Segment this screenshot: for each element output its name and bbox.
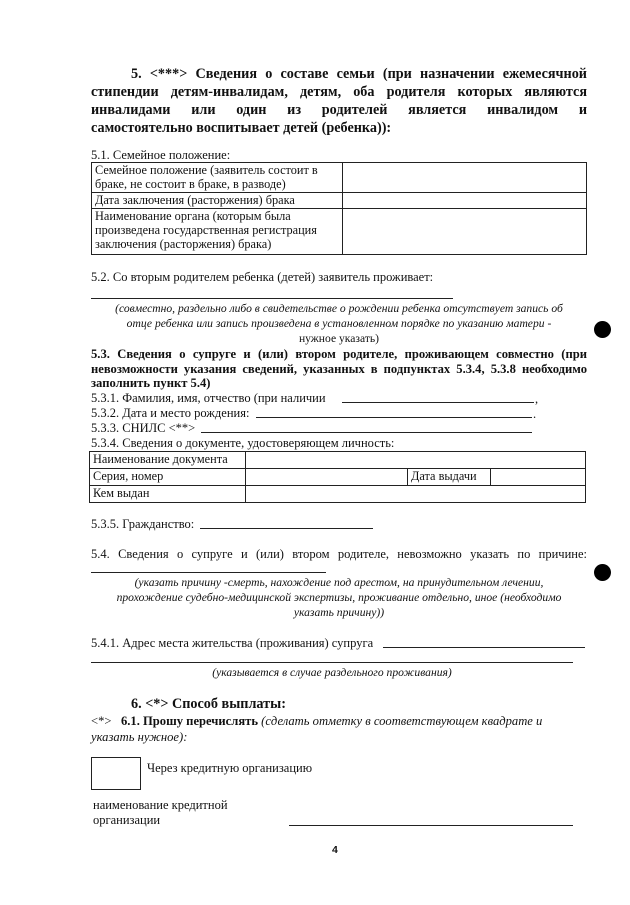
section5-heading-line1: 5. <***> Сведения о составе семьи (при назначении ежемесячной bbox=[131, 66, 587, 82]
doc-series-label bbox=[90, 469, 246, 486]
f531-label: 5.3.1. Фамилия, имя, отчество (при наличии bbox=[91, 391, 326, 405]
fullname-field[interactable] bbox=[342, 402, 534, 403]
s53-heading-line1: 5.3. Сведения о супруге и (или) втором родителе, проживающем совместно (при bbox=[91, 347, 587, 361]
doc-series-label-text: Серия, номер bbox=[93, 469, 164, 483]
p61-prefix: <*> bbox=[91, 714, 112, 728]
birth-date-place-field[interactable] bbox=[256, 417, 532, 418]
credit-org-checkbox[interactable] bbox=[91, 757, 141, 790]
punch-hole-icon bbox=[594, 564, 611, 581]
doc-name-label bbox=[90, 452, 246, 469]
s51-label: 5.1. Семейное положение: bbox=[91, 148, 231, 162]
spouse-address-field-line2[interactable] bbox=[91, 662, 573, 663]
s54-label: 5.4. Сведения о супруге и (или) втором родителе, невозможно указать по причине: bbox=[91, 547, 587, 561]
s52-note-line1: (совместно, раздельно либо в свидетельстве о рождении ребенка отсутствует запись об bbox=[115, 302, 563, 315]
section5-heading-line4: самостоятельно воспитывает детей (ребенка)): bbox=[91, 120, 392, 136]
identity-document-table bbox=[89, 451, 586, 503]
s52-label: 5.2. Со вторым родителем ребенка (детей) заявитель проживает: bbox=[91, 270, 434, 284]
marital-status-label bbox=[92, 163, 343, 193]
registry-office-label-line1: Наименование органа (которым была bbox=[95, 209, 291, 223]
f532-label: 5.3.2. Дата и место рождения: bbox=[91, 406, 250, 420]
section5-heading-line2: стипендии детям-инвалидам, детям, оба родителя которых являются bbox=[91, 84, 587, 100]
s53-heading-line3: заполнить пункт 5.4) bbox=[91, 376, 211, 390]
registry-office-value[interactable] bbox=[343, 209, 587, 255]
marriage-date-value[interactable] bbox=[343, 193, 587, 209]
marriage-date-label bbox=[92, 193, 343, 209]
s52-note bbox=[86, 301, 592, 346]
f533-label: 5.3.3. СНИЛС <**> bbox=[91, 421, 196, 435]
p61-paragraph bbox=[91, 713, 587, 729]
snils-field[interactable] bbox=[201, 432, 532, 433]
marital-status-value[interactable] bbox=[343, 163, 587, 193]
reason-field[interactable] bbox=[91, 572, 326, 573]
registry-office-label-line2: произведена государственная регистрация bbox=[95, 223, 317, 237]
section5-heading bbox=[91, 65, 587, 137]
spouse-address-field[interactable] bbox=[383, 647, 585, 648]
section5-heading-line3: инвалидами или один из родителей является инвалидом и bbox=[91, 102, 587, 118]
s54-note bbox=[86, 575, 592, 620]
s54-note-line1: (указать причину -смерть, нахождение под арестом, на принудительном лечении, bbox=[134, 576, 544, 589]
page-number: 4 bbox=[332, 844, 338, 856]
doc-date-label bbox=[408, 469, 491, 486]
f531-comma: , bbox=[535, 392, 539, 406]
doc-date-value[interactable] bbox=[491, 469, 586, 486]
s53-heading-line2: невозможности указания сведений, указанных в подпунктах 5.3.4, 5.3.8 необходимо bbox=[91, 361, 587, 376]
marital-status-label-line1: Семейное положение (заявитель состоит в bbox=[95, 163, 318, 177]
doc-name-label-text: Наименование документа bbox=[93, 452, 228, 466]
citizenship-field[interactable] bbox=[200, 528, 373, 529]
marital-status-table bbox=[91, 162, 587, 255]
f534-label: 5.3.4. Сведения о документе, удостоверяющем личность: bbox=[91, 436, 395, 450]
p61-bold: 6.1. Прошу перечислять bbox=[120, 714, 258, 728]
bank-name-field[interactable] bbox=[289, 825, 573, 826]
bank-label-line2: организации bbox=[93, 813, 161, 827]
doc-issued-label-text: Кем выдан bbox=[93, 486, 150, 500]
bank-label-line1: наименование кредитной bbox=[93, 798, 228, 812]
registry-office-label-line3: заключения (расторжения) брака) bbox=[95, 237, 272, 251]
doc-date-label-text: Дата выдачи bbox=[411, 469, 477, 483]
s52-note-line3: нужное указать) bbox=[298, 332, 380, 345]
cohabitation-field[interactable] bbox=[91, 298, 453, 299]
marital-status-label-line2: браке, не состоит в браке, в разводе) bbox=[95, 177, 286, 191]
s54-note-line2: прохождение судебно-медицинской экспертизы, проживание отдельно, иное (необходимо bbox=[116, 591, 562, 604]
s52-note-line2: отце ребенка или запись произведена в установленном порядке по указанию матери - bbox=[126, 317, 552, 330]
p61-note-b: указать нужное): bbox=[91, 730, 188, 744]
f535-label: 5.3.5. Гражданство: bbox=[91, 517, 195, 531]
doc-issued-value[interactable] bbox=[246, 486, 586, 503]
doc-name-value[interactable] bbox=[246, 452, 586, 469]
s53-heading bbox=[91, 347, 587, 391]
doc-series-value[interactable] bbox=[246, 469, 408, 486]
section6-heading: 6. <*> Способ выплаты: bbox=[131, 696, 286, 712]
s54-note-line3: указать причину)) bbox=[293, 606, 385, 619]
marriage-date-label-text: Дата заключения (расторжения) брака bbox=[95, 193, 295, 207]
punch-hole-icon bbox=[594, 321, 611, 338]
f541-label: 5.4.1. Адрес места жительства (проживания) супруга bbox=[91, 636, 374, 650]
f532-period: . bbox=[533, 407, 537, 421]
doc-issued-label bbox=[90, 486, 246, 503]
option-credit-label: Через кредитную организацию bbox=[147, 761, 313, 775]
f541-note: (указывается в случае раздельного проживания) bbox=[212, 666, 452, 679]
registry-office-label bbox=[92, 209, 343, 255]
p61-note-a: (сделать отметку в соответствующем квадрате и bbox=[261, 714, 543, 728]
